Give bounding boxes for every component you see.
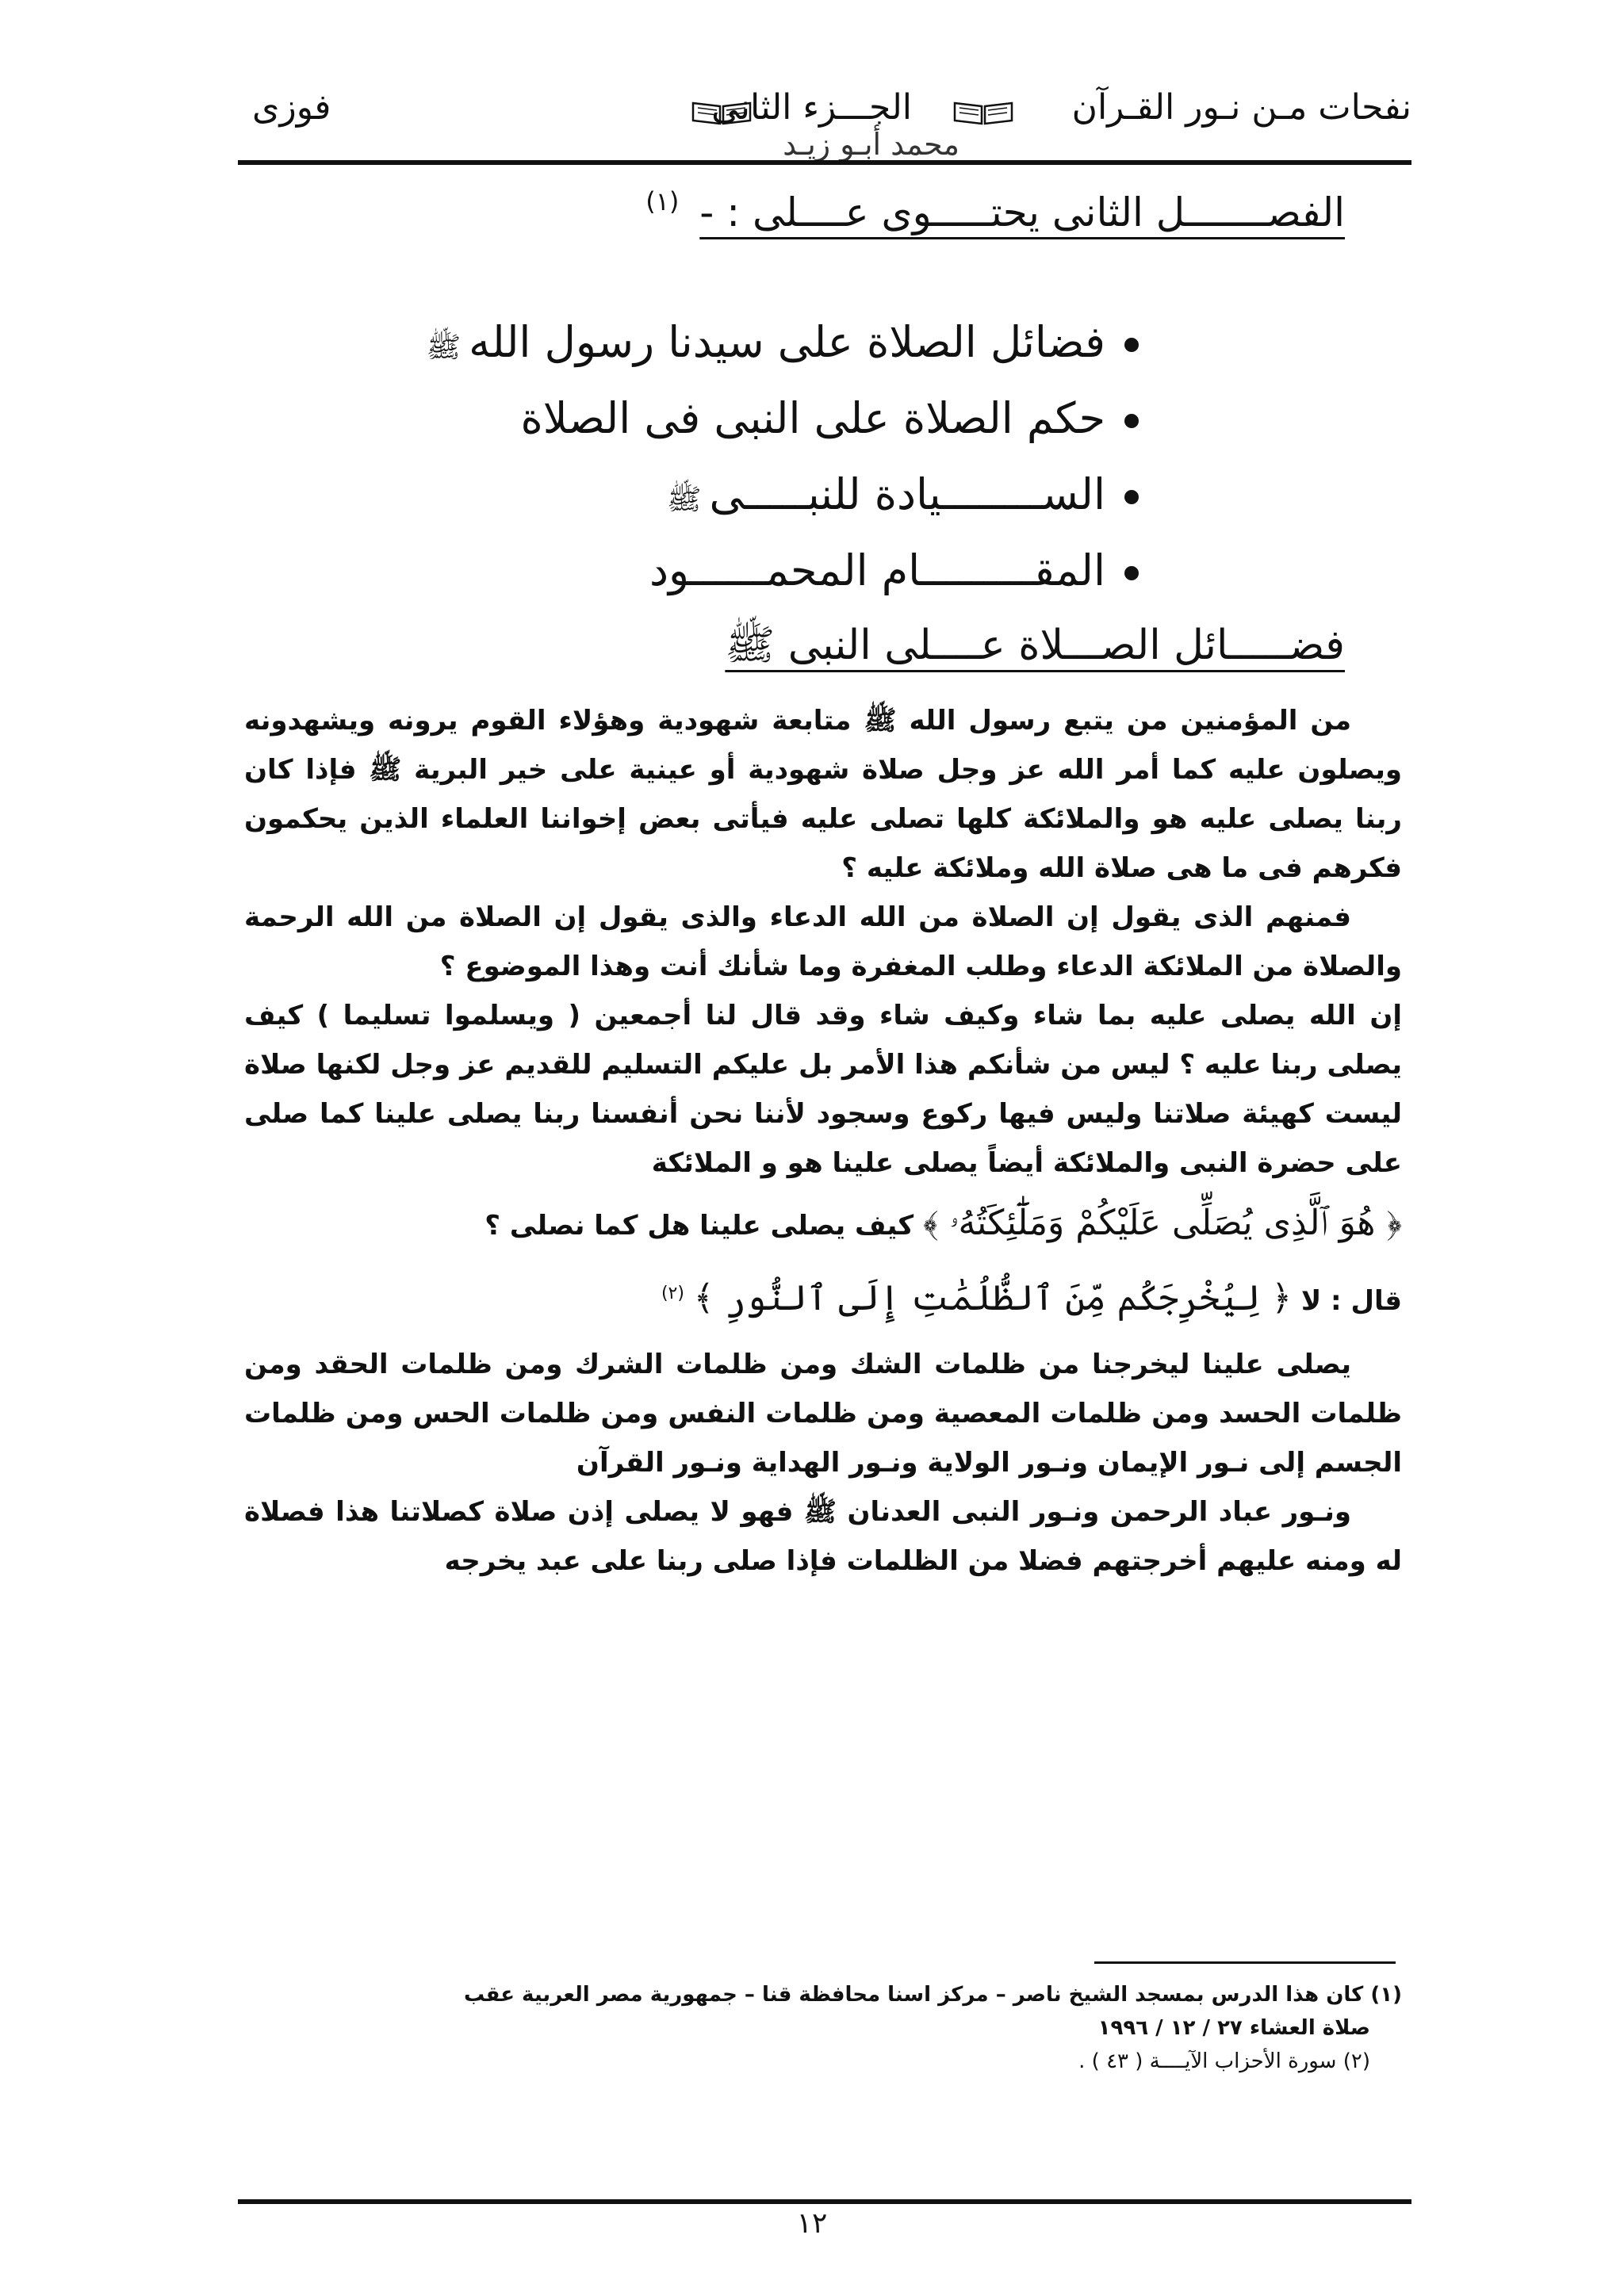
list-item-text: فضائل الصلاة على سيدنا رسول الله: [469, 317, 1105, 367]
footnote-rule: [1094, 1961, 1396, 1964]
topics-list: [427, 304, 1139, 609]
list-item: [427, 457, 1139, 533]
paragraph: ونـور عباد الرحمن ونـور النبى العدنان ﷺ فهو لا يصلى إذن صلاة كصلاتنا هذا فصلاة له ومنه عليهم أخرجتهم فضلا من الظلمات فإذا صلى ربنا على عبد يخرجه: [244, 1496, 1402, 1577]
list-item-text: حكم الصلاة على النبى فى الصلاة: [520, 393, 1105, 443]
pbuh-symbol: ﷺ: [667, 484, 702, 516]
paragraph: يصلى علينا ليخرجنا من ظلمات الشك ومن ظلمات الشرك ومن ظلمات الحقد ومن ظلمات الحسد ومن ظلمات المعصية ومن ظلمات النفس ومن ظلمات الحس ومن ظلمات الجسم إلى نـور الإيمان ونـور الولاية ونـور الهداية ونـور القرآن: [244, 1349, 1402, 1479]
paragraph: إن الله يصلى عليه بما شاء وكيف شاء وقد قال لنا أجمعين ( ويسلموا تسليما ) كيف يصلى ربنا عليه ؟ ليس من شأنكم هذا الأمر بل عليكم التسليم للقديم عز وجل لكنها صلاة ليست كهيئة صلاتنا وليس فيها ركوع وسجود لأننا نحن أنفسنا ربنا يصلى علينا كما صلى على حضرة النبى والملائكة أيضاً يصلى علينا هو و الملائكة: [244, 1000, 1402, 1179]
paragraph: فمنهم الذى يقول إن الصلاة من الله الدعاء والذى يقول إن الصلاة من الله الرحمة والصلاة من الملائكة الدعاء وطلب المغفرة وما شأنك أنت وهذا الموضوع ؟: [244, 901, 1402, 982]
qal-label: قال : لا: [1300, 1285, 1402, 1317]
page-number: ١٢: [796, 2207, 828, 2240]
book-title: نفحات مـن نـور القـرآن: [1071, 87, 1411, 128]
bullet-icon: [1124, 414, 1139, 428]
verse-line: [244, 1199, 1402, 1250]
footnote-ref: (٢): [661, 1284, 684, 1303]
verse-line: [244, 1269, 1402, 1326]
footnote-1: (١) كان هذا الدرس بمسجد الشيخ ناصر – مركز اسنا محافظة قنا – جمهورية مصر العربية عقب: [464, 1983, 1402, 2007]
header-rule: [238, 160, 1411, 165]
bullet-icon: [1124, 566, 1139, 580]
body-text: [244, 696, 1402, 1586]
author-name: محمد أبـو زيـد: [783, 127, 959, 162]
chapter-footnote-mark: (١): [645, 186, 680, 216]
bullet-icon: [1124, 490, 1139, 504]
section-title: فضـــــائل الصـــلاة عــــلى النبى ﷺ: [725, 622, 1345, 669]
list-item-text: الســــــــيادة للنبـــــى: [709, 469, 1105, 519]
bullet-icon: [1124, 338, 1139, 352]
footnote-1-cont: صلاة العشاء ٢٧ / ١٢ / ١٩٩٦: [1097, 2016, 1370, 2040]
verse-question: كيف يصلى علينا هل كما نصلى ؟: [485, 1210, 914, 1242]
list-item-text: المقـــــــــام المحمــــــود: [649, 545, 1105, 595]
author-short: فوزى: [252, 87, 331, 128]
open-book-icon: [952, 98, 1015, 127]
list-item: [427, 381, 1139, 457]
footnote-2: (٢) سورة الأحزاب الآيــــة ( ٤٣ ) .: [1078, 2049, 1370, 2073]
quran-verse: ﴿ لِيُخْرِجَكُم مِّنَ ٱلظُّلُمَٰتِ إِلَى ٱلنُّورِ ﴾: [693, 1278, 1293, 1318]
list-item: [427, 304, 1139, 381]
open-book-icon: [690, 98, 753, 127]
paragraph: من المؤمنين من يتبع رسول الله ﷺ متابعة شهودية وهؤلاء القوم يرونه ويشهدونه ويصلون عليه كما أمر الله عز وجل صلاة شهودية أو عينية على خير البرية ﷺ فإذا كان ربنا يصلى عليه هو والملائكة كلها تصلى عليه فيأتى بعض إخواننا العلماء الذين يحكمون فكرهم فى ما هى صلاة الله وملائكة عليه ؟: [244, 705, 1402, 884]
chapter-heading-text: الفصـــــــل الثانى يحتـــــوى عــــلى : -: [699, 189, 1345, 235]
footnotes: [244, 1978, 1402, 2078]
quran-verse: ﴿ هُوَ ٱلَّذِى يُصَلِّى عَلَيْكُمْ وَمَلَٰٓئِكَتُهُۥ ﴾: [922, 1203, 1402, 1243]
part-label: الجـــزء الثانى: [711, 87, 912, 128]
chapter-heading: [645, 186, 1345, 239]
list-item: [427, 533, 1139, 609]
footer-rule: [238, 2199, 1411, 2204]
pbuh-symbol: ﷺ: [426, 331, 462, 364]
